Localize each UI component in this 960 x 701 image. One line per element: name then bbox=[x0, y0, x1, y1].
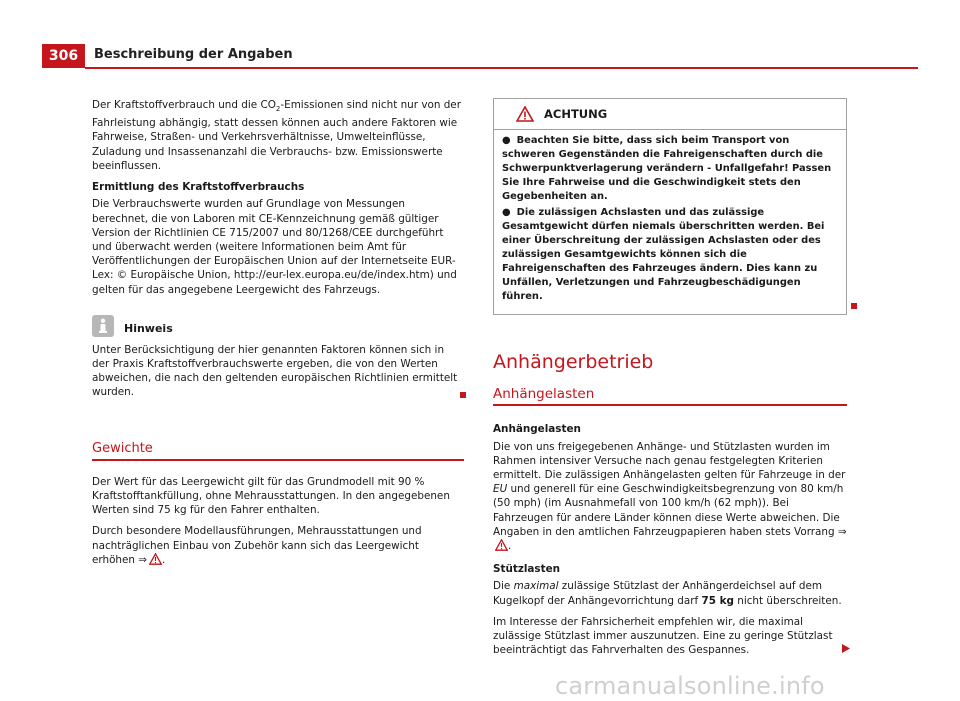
page-number: 306 bbox=[42, 44, 85, 68]
header-rule bbox=[85, 67, 918, 69]
warning-triangle-icon bbox=[516, 106, 534, 122]
anhaengelasten-paragraph: Die von uns freigegebenen Anhänge- und Stützlasten wurden im Rahmen intensiver Versuche nach genau festgelegten Kriterien ermittelt. Die zulässigen Anhängelasten gelten für Fahrzeuge in der EU und generell für eine Geschwindigkeitsbegrenzung von 80 km/h (50 mph) (im Ausnahmefall von 100 km/h (62 mph)). Bei Fahrzeugen für andere Länder können diese Werte abweichen. Die Angaben in den amtlichen Fahrzeugpapieren haben stets Vorrang ⇒. bbox=[493, 440, 847, 556]
left-column bbox=[92, 98, 464, 576]
chapter-title: Anhängerbetrieb bbox=[493, 351, 654, 373]
gewichte-paragraph-2: Durch besondere Modellausführungen, Mehrausstattungen und nachträglichen Einbau von Zubehör kann sich das Leergewicht erhöhen ⇒ . bbox=[92, 524, 464, 569]
stuetzlasten-paragraph-2: Im Interesse der Fahrsicherheit empfehlen wir, die maximal zulässige Stützlast immer auszunutzen. Eine zu geringe Stützlast beeinträchtigt das Fahrverhalten des Gespannes. bbox=[493, 615, 847, 658]
ermittlung-paragraph: Die Verbrauchswerte wurden auf Grundlage von Messungen berechnet, die von Laboren mit CE-Kennzeichnung gemäß gültiger Version der Richtlinien CE 715/2007 und 80/1268/CEE durchgeführt und überwacht werden (weitere Informationen beim Amt für Veröffentlichungen der Europäischen Union auf der Internetseite EUR-Lex: © Europäische Union, http://eur-lex.europa.eu/de/index.htm) und gelten für das angegebene Leergewicht des Fahrzeugs. bbox=[92, 198, 457, 296]
section-end-marker bbox=[460, 392, 466, 398]
warning-box bbox=[493, 98, 847, 315]
hinweis-title: Hinweis bbox=[124, 321, 173, 335]
watermark: carmanualsonline.info bbox=[555, 672, 825, 700]
right-column bbox=[493, 98, 847, 664]
gewichte-paragraph-1: Der Wert für das Leergewicht gilt für das Grundmodell mit 90 % Kraftstofftankfüllung, ohne Mehrausstattungen. In den angegebenen Werten sind 75 kg für den Fahrer enthalten. bbox=[92, 475, 450, 517]
hinweis-header bbox=[92, 315, 464, 337]
section-rule bbox=[493, 404, 847, 406]
section-end-marker bbox=[851, 303, 857, 309]
stuetzlasten-paragraph-1: Die maximal zulässige Stützlast der Anhängerdeichsel auf dem Kugelkopf der Anhängevorrichtung darf 75 kg nicht überschreiten. bbox=[493, 580, 842, 607]
section-title-gewichte: Gewichte bbox=[92, 440, 153, 456]
subhead-anhaengelasten: Anhängelasten bbox=[493, 423, 581, 436]
info-note-icon bbox=[92, 315, 114, 337]
page-header-title: Beschreibung der Angaben bbox=[94, 47, 293, 62]
warning-title: ACHTUNG bbox=[544, 107, 608, 121]
subhead-stuetzlasten: Stützlasten bbox=[493, 563, 561, 576]
intro-paragraph: Der Kraftstoffverbrauch und die $CO_2$-Emissionen sind nicht nur von der Fahrleistung abhängig, statt dessen können auch andere Faktoren wie Fahrweise, Straßen- und Verkehrsverhältnisse, Umwelteinflüsse, Zuladung und Insassenanzahl die Verbrauchs- bzw. Emissionswerte beeinflussen. bbox=[92, 99, 461, 172]
warning-triangle-icon[interactable] bbox=[149, 553, 162, 569]
warning-triangle-icon[interactable] bbox=[495, 539, 508, 555]
warning-body bbox=[494, 130, 846, 314]
section-title-anhaengelasten: Anhängelasten bbox=[493, 386, 595, 403]
warning-header bbox=[494, 99, 846, 130]
warning-item: ● Beachten Sie bitte, dass sich beim Transport von schweren Gegenständen die Fahreigenschaften durch die Schwerpunktverlagerung verändern - Unfallgefahr! Passen Sie Ihre Fahrweise und die Geschwindigkeit stets den Gegebenheiten an. bbox=[502, 135, 832, 202]
hinweis-text: Unter Berücksichtigung der hier genannten Faktoren können sich in der Praxis Kraftstoffverbrauchswerte ergeben, die von den Werten abweichen, die nach den geltenden europäischen Richtlinien ermittelt wurden. bbox=[92, 343, 458, 399]
continue-arrow-icon bbox=[842, 643, 850, 657]
warning-item: ● Die zulässigen Achslasten und das zulässige Gesamtgewicht dürfen niemals überschritten werden. Bei einer Überschreitung der zulässigen Achslasten oder des zulässigen Gesamtgewichts können sich die Fahreigenschaften des Fahrzeuges ändern. Dies kann zu Unfällen, Verletzungen und Fahrzeugbeschädigungen führen. bbox=[502, 207, 825, 302]
section-rule bbox=[92, 459, 464, 461]
subhead-ermittlung: Ermittlung des Kraftstoffverbrauchs bbox=[92, 181, 305, 194]
